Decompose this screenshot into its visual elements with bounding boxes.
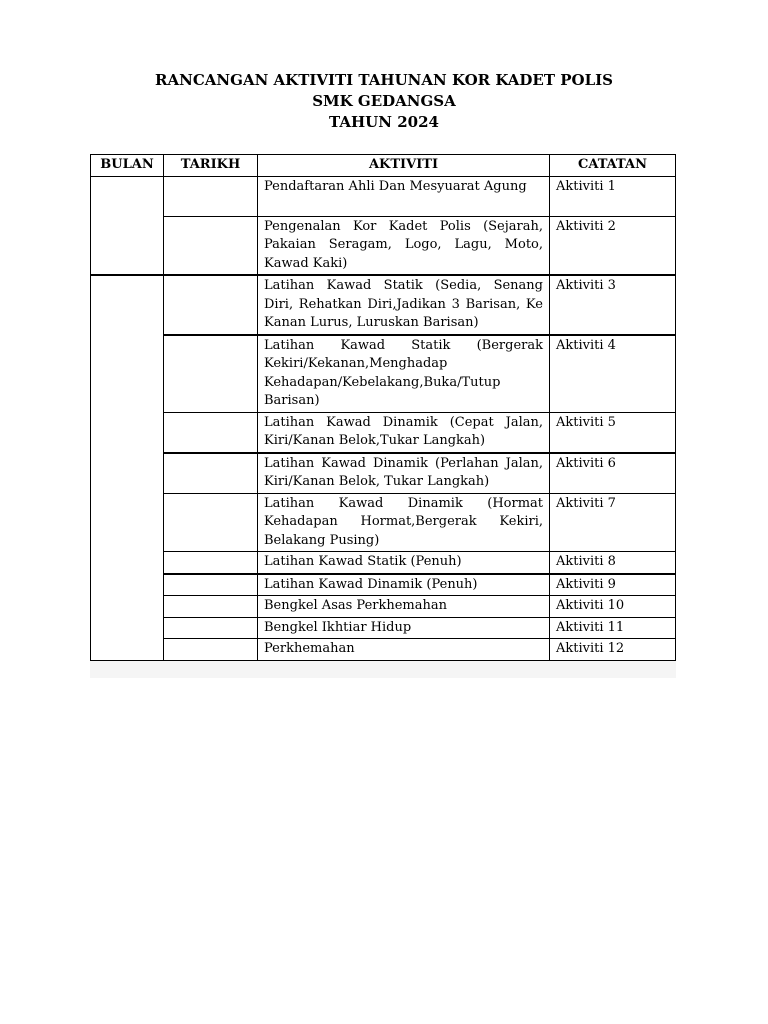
- title-line-1: RANCANGAN AKTIVITI TAHUNAN KOR KADET POLIS: [155, 71, 613, 89]
- table-row: [91, 552, 676, 574]
- catatan-cell: Aktiviti 5: [550, 412, 676, 453]
- aktiviti-cell: Latihan Kawad Dinamik (Perlahan Jalan, Kiri/Kanan Belok, Tukar Langkah): [258, 453, 550, 494]
- tarikh-cell: [164, 574, 258, 596]
- tarikh-cell: [164, 176, 258, 216]
- catatan-cell: Aktiviti 4: [550, 335, 676, 413]
- aktiviti-cell: Bengkel Asas Perkhemahan: [258, 596, 550, 618]
- catatan-cell: Aktiviti 2: [550, 216, 676, 275]
- tarikh-cell: [164, 617, 258, 639]
- table-row: [91, 617, 676, 639]
- catatan-cell: Aktiviti 8: [550, 552, 676, 574]
- aktiviti-cell: Latihan Kawad Dinamik (Cepat Jalan, Kiri/Kanan Belok,Tukar Langkah): [258, 412, 550, 453]
- aktiviti-cell: Latihan Kawad Dinamik (Penuh): [258, 574, 550, 596]
- header-bulan: BULAN: [91, 155, 164, 177]
- tarikh-cell: [164, 639, 258, 661]
- aktiviti-cell: Latihan Kawad Dinamik (Hormat Kehadapan Hormat,Bergerak Kekiri, Belakang Pusing): [258, 493, 550, 552]
- catatan-cell: Aktiviti 10: [550, 596, 676, 618]
- tarikh-cell: [164, 453, 258, 494]
- tarikh-cell: [164, 216, 258, 275]
- table-row: [91, 176, 676, 216]
- header-catatan: CATATAN: [550, 155, 676, 177]
- table-row: [91, 639, 676, 661]
- aktiviti-cell: Pendaftaran Ahli Dan Mesyuarat Agung: [258, 176, 550, 216]
- table-row: [91, 453, 676, 494]
- tarikh-cell: [164, 412, 258, 453]
- tarikh-cell: [164, 275, 258, 335]
- aktiviti-cell: Perkhemahan: [258, 639, 550, 661]
- table-row: [91, 596, 676, 618]
- catatan-cell: Aktiviti 3: [550, 275, 676, 335]
- table-row: [91, 275, 676, 335]
- catatan-cell: Aktiviti 11: [550, 617, 676, 639]
- document-title: [0, 70, 768, 133]
- aktiviti-cell: Bengkel Ikhtiar Hidup: [258, 617, 550, 639]
- header-tarikh: TARIKH: [164, 155, 258, 177]
- table-row: [91, 216, 676, 275]
- header-aktiviti: AKTIVITI: [258, 155, 550, 177]
- aktiviti-cell: Latihan Kawad Statik (Sedia, Senang Diri, Rehatkan Diri,Jadikan 3 Barisan, Ke Kanan Lurus, Luruskan Barisan): [258, 275, 550, 335]
- table-row: [91, 412, 676, 453]
- activity-plan-table: [90, 154, 676, 661]
- aktiviti-cell: Pengenalan Kor Kadet Polis (Sejarah, Pakaian Seragam, Logo, Lagu, Moto, Kawad Kaki): [258, 216, 550, 275]
- catatan-cell: Aktiviti 7: [550, 493, 676, 552]
- aktiviti-cell: Latihan Kawad Statik (Bergerak Kekiri/Kekanan,Menghadap Kehadapan/Kebelakang,Buka/Tutup Barisan): [258, 335, 550, 413]
- catatan-cell: Aktiviti 9: [550, 574, 676, 596]
- catatan-cell: Aktiviti 1: [550, 176, 676, 216]
- catatan-cell: Aktiviti 12: [550, 639, 676, 661]
- bulan-cell: [91, 176, 164, 275]
- tarikh-cell: [164, 335, 258, 413]
- aktiviti-cell: Latihan Kawad Statik (Penuh): [258, 552, 550, 574]
- tarikh-cell: [164, 552, 258, 574]
- table-row: [91, 493, 676, 552]
- tarikh-cell: [164, 596, 258, 618]
- catatan-cell: Aktiviti 6: [550, 453, 676, 494]
- bulan-cell: [91, 275, 164, 660]
- table-row: [91, 335, 676, 413]
- table-container: [90, 154, 676, 678]
- title-line-2: SMK GEDANGSA: [312, 92, 456, 110]
- title-line-3: TAHUN 2024: [329, 113, 439, 131]
- table-header-row: [91, 155, 676, 177]
- table-row: [91, 574, 676, 596]
- tarikh-cell: [164, 493, 258, 552]
